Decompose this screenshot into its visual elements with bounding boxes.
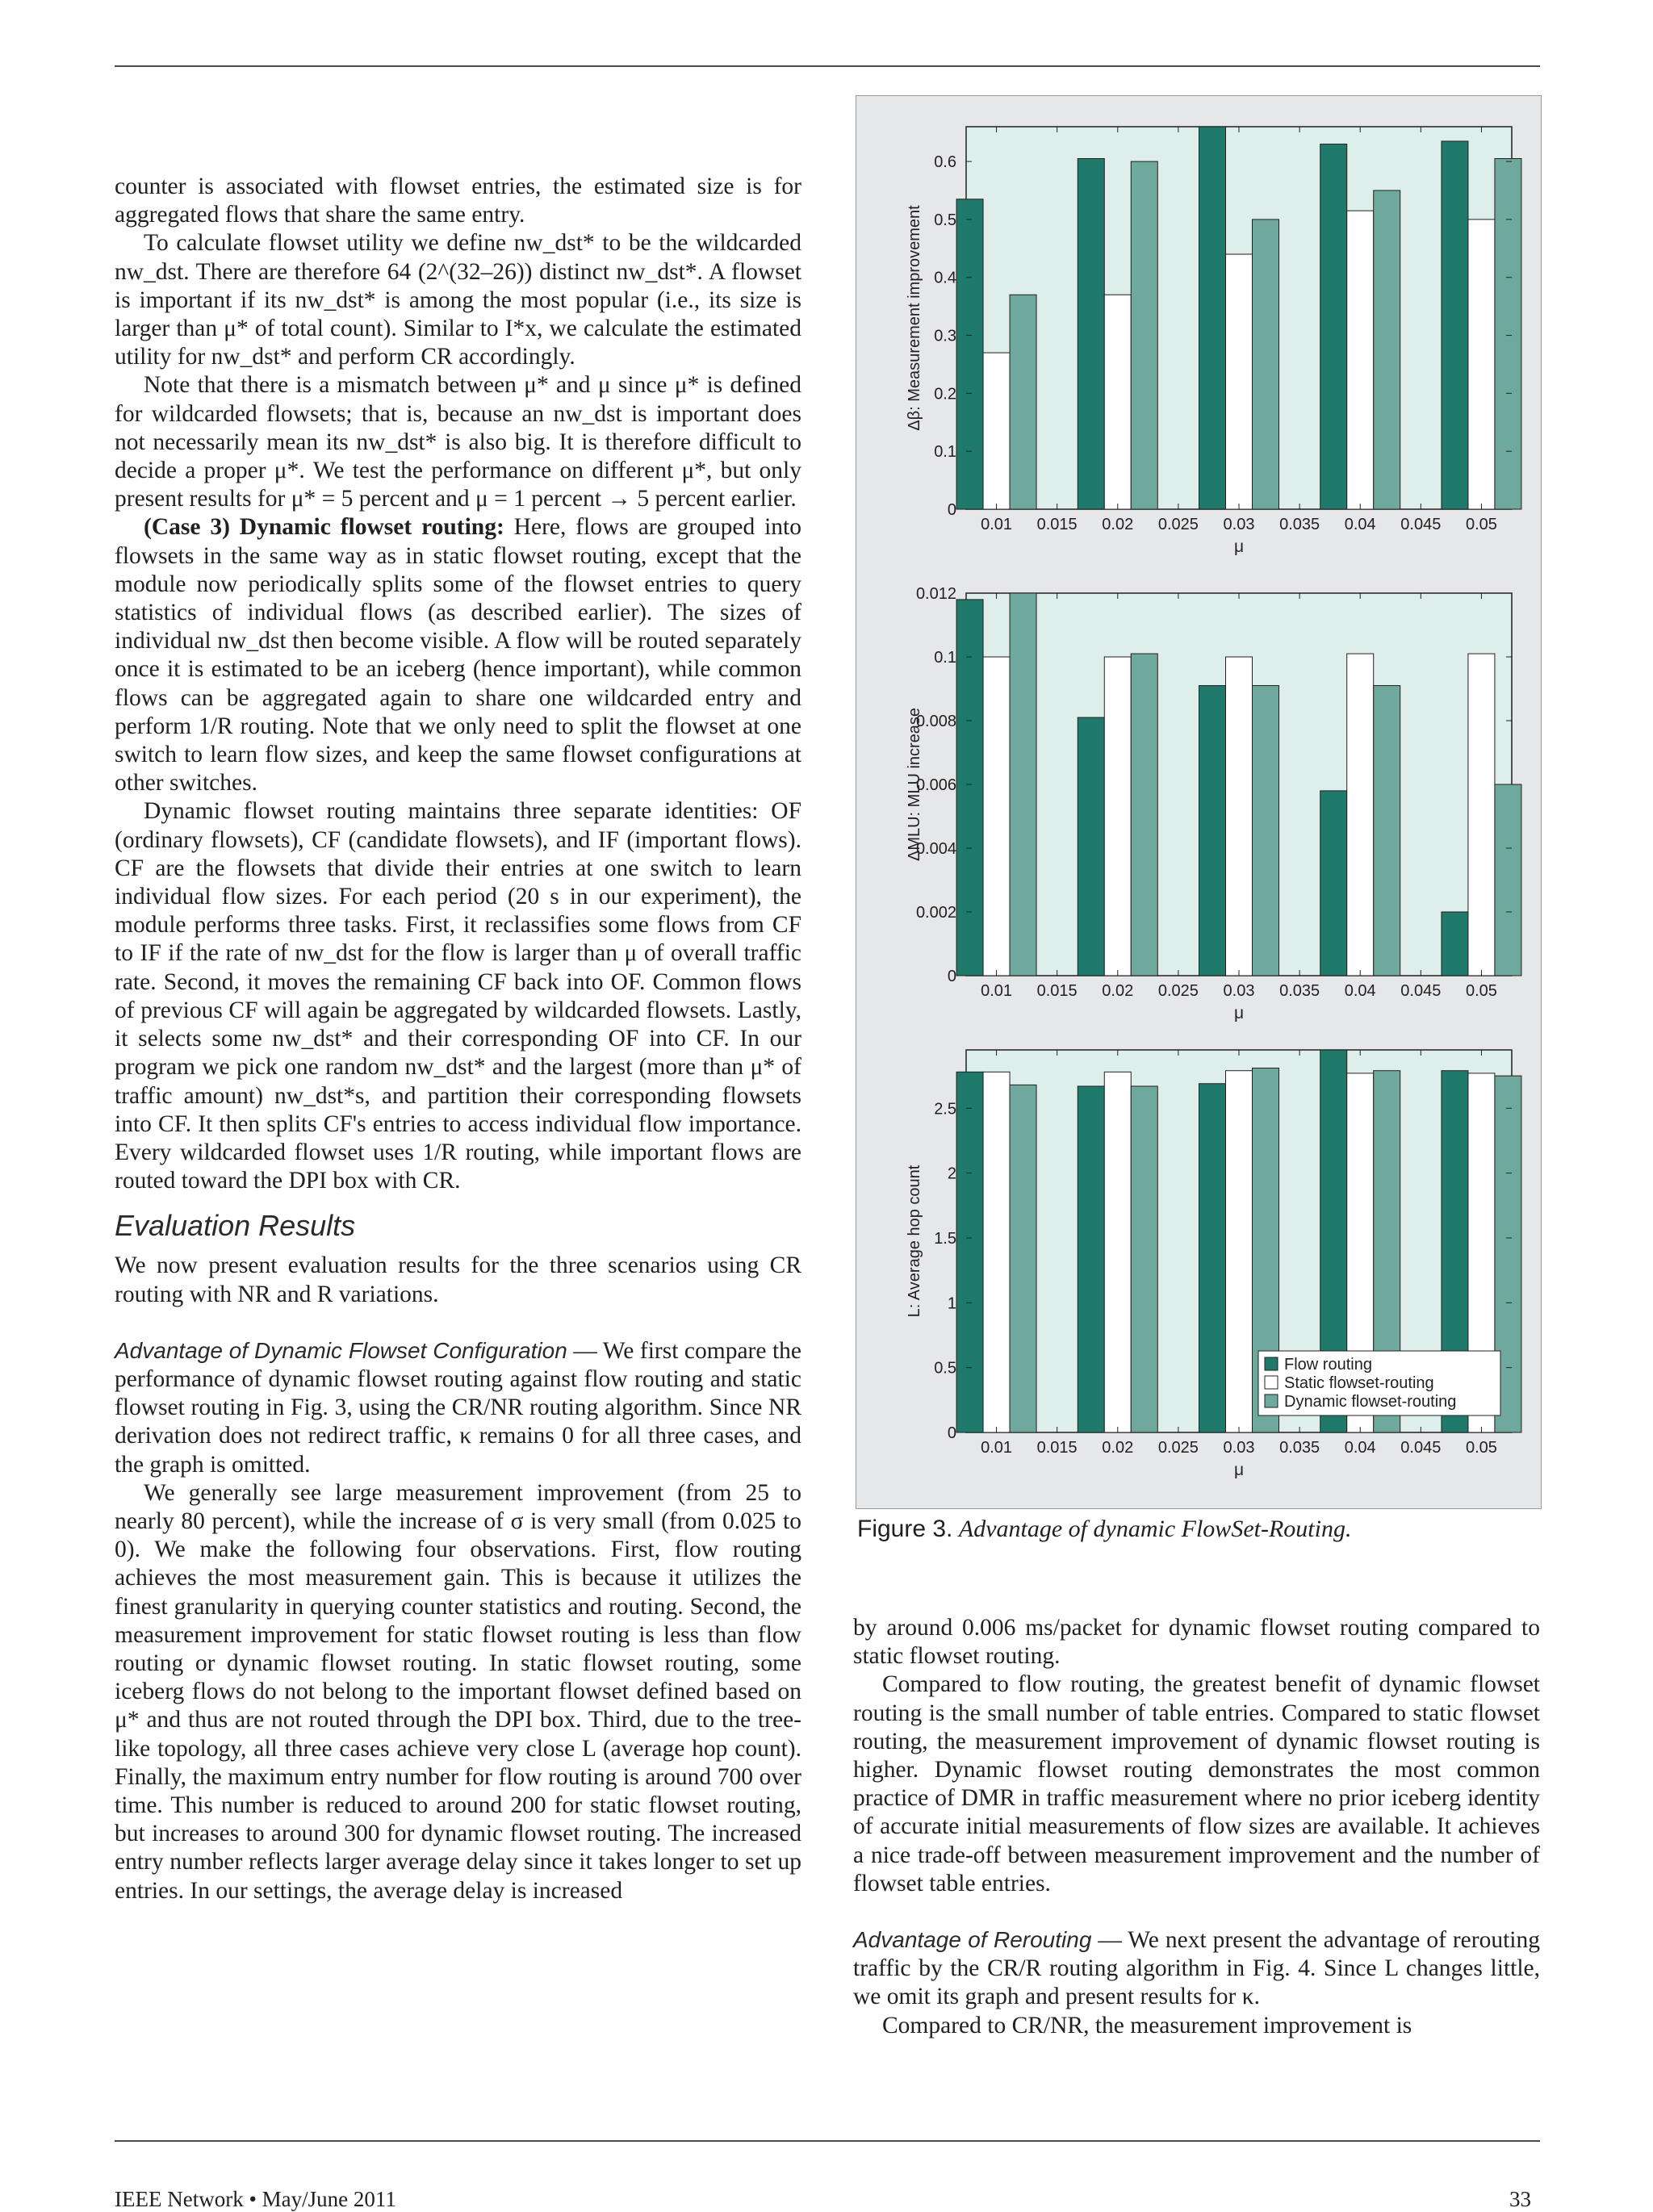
x-tick-label: 0.05 — [1465, 982, 1497, 1000]
bar — [956, 199, 983, 509]
figure-3-charts — [856, 96, 1541, 1508]
x-tick-label: 0.05 — [1465, 516, 1497, 533]
bar — [1078, 717, 1104, 976]
case3-text: Here, flows are grouped into flowsets in the same way as in static flowset routing, except that the module now periodically splits some of the flowset entries to query statistics of individual flows (as described earlier). The sizes of individual nw_dst then become visible. A flow will be routed separately once it is estimated to be an iceberg (hence important), while common flows can be aggregated again to share one wildcarded entry and perform 1/R routing. Note that we only need to split the flowset at one switch to learn flow sizes, and keep the same flowset configurations at other switches. — [115, 514, 801, 797]
y-tick-label: 1 — [947, 1294, 956, 1313]
bar — [1374, 686, 1400, 976]
x-tick-label: 0.01 — [981, 982, 1013, 1000]
bar — [1374, 190, 1400, 509]
y-axis-title: ΔMLU: MLU increase — [906, 707, 923, 862]
bar — [983, 657, 1010, 976]
legend-swatch — [1265, 1357, 1278, 1370]
y-tick-label: 0.5 — [934, 211, 956, 229]
bar — [1495, 159, 1521, 510]
x-tick-label: 0.02 — [1102, 982, 1134, 1000]
page-number: 33 — [1509, 2187, 1531, 2211]
x-tick-label: 0.015 — [1036, 1439, 1078, 1457]
legend-label: Static flowset-routing — [1284, 1374, 1434, 1392]
bar — [1226, 657, 1253, 976]
section-heading: Evaluation Results — [115, 1209, 356, 1243]
y-tick-label: 0.6 — [934, 153, 956, 172]
y-tick-label: 0 — [947, 1424, 956, 1442]
y-tick-label: 0 — [947, 501, 956, 519]
figure-caption — [857, 1516, 1351, 1543]
bar — [1320, 144, 1347, 509]
bar — [1468, 654, 1495, 976]
y-tick-label: 0.1 — [934, 443, 956, 462]
bar — [1010, 593, 1036, 976]
bar — [1253, 686, 1279, 976]
bar — [1199, 1084, 1226, 1432]
bar — [1347, 211, 1374, 509]
y-tick-label: 0.5 — [934, 1359, 956, 1378]
x-tick-label: 0.04 — [1344, 1439, 1376, 1457]
y-tick-label: 0.1 — [934, 649, 956, 667]
y-tick-label: 2.5 — [934, 1100, 956, 1119]
y-tick-label: 0.002 — [915, 904, 956, 922]
bar — [1104, 295, 1131, 509]
bar — [983, 1072, 1010, 1432]
runin-text: — We first compare the performance of dynamic flowset routing against flow routing and static flowset routing in Fig. 3, using the CR/NR routing algorithm. Since NR derivation does not redirect traffic, κ remains 0 for all three cases, and the graph is omitted. — [115, 1337, 802, 1478]
right-paragraph: by around 0.006 ms/packet for dynamic flowset routing compared to static flowset routing. — [853, 1615, 1540, 1670]
bar — [1320, 791, 1347, 976]
left-column — [115, 173, 801, 1905]
y-tick-label: 1.5 — [934, 1229, 956, 1248]
bar — [956, 1072, 983, 1432]
bar — [1199, 686, 1226, 976]
left-paragraph: To calculate flowset utility we define nw_dst* to be the wildcarded nw_dst. There are therefore 64 (2^(32–26)) distinct nw_dst*. A flowset is important if its nw_dst* is among the most popular (i.e., its size is larger than μ* of total count). Similar to I*x, we calculate the estimated utility for nw_dst* and perform CR accordingly. — [115, 230, 801, 370]
left-paragraph: Dynamic flowset routing maintains three separate identities: OF (ordinary flowsets), CF (candidate flowsets), and IF (important flows). CF are the flowsets that divide their entries at one switch to learn individual flow sizes. For each period (20 s in our experiment), the module performs three tasks. First, it reclassifies some flows from CF to IF if the rate of nw_dst for the flow is larger than μ of overall traffic rate. Second, it moves the remaining CF back into OF. Common flows of previous CF will again be aggregated by wildcarded flowsets. Lastly, it selects some nw_dst* and their corresponding OF into CF. In our program we pick one random nw_dst* and the largest (more than μ* of traffic amount) nw_dst*s, and partition their corresponding flowsets into CF. It then splits CF's entries to access individual flow importance. Every wildcarded flowset uses 1/R routing, while important flows are routed toward the DPI box with CR. — [115, 798, 801, 1194]
left-paragraph: We generally see large measurement improvement (from 25 to nearly 80 percent), while the increase of σ is very small (from 0.025 to 0). We make the following four observations. First, flow routing achieves the most measurement gain. This is because it utilizes the finest granularity in querying counter statistics and routing. Second, the measurement improvement for static flowset routing is less than flow routing or dynamic flowset routing. In static flowset routing, some iceberg flows do not belong to the important flowset defined based on μ* and thus are not routed through the DPI box. Third, due to the tree-like topology, all three cases achieve very close L (average hop count). Finally, the maximum entry number for flow routing is around 700 over time. This number is reduced to around 200 for static flowset routing, but increases to around 300 for dynamic flowset routing. The increased entry number reflects larger average delay since it takes longer to set up entries. In our settings, the average delay is increased — [115, 1479, 801, 1904]
bar — [1253, 220, 1279, 509]
x-tick-label: 0.03 — [1223, 982, 1255, 1000]
footer-journal: IEEE Network • May/June 2011 — [115, 2187, 396, 2211]
left-paragraph: Note that there is a mismatch between μ* and μ since μ* is defined for wildcarded flowsets; that is, because an nw_dst is important does not necessarily mean its nw_dst* is also big. It is therefore difficult to decide a proper μ*. We test the performance on different μ*, but only present results for μ* = 5 percent and μ = 1 percent → 5 percent earlier. — [115, 372, 801, 512]
y-tick-label: 0.004 — [915, 840, 956, 858]
y-tick-label: 0 — [947, 968, 956, 985]
legend-swatch — [1265, 1395, 1278, 1407]
y-tick-label: 0.3 — [934, 327, 956, 345]
x-tick-label: 0.01 — [981, 516, 1013, 533]
bar — [1468, 220, 1495, 509]
bar — [1442, 141, 1468, 509]
bar — [1226, 254, 1253, 509]
x-tick-label: 0.035 — [1279, 982, 1320, 1000]
left-paragraph: counter is associated with flowset entries, the estimated size is for aggregated flows that share the same entry. — [115, 174, 801, 228]
bar — [1104, 1072, 1131, 1432]
bar — [1226, 1071, 1253, 1432]
y-tick-label: 0.006 — [915, 776, 956, 794]
bar — [1495, 784, 1521, 976]
bar — [1131, 1086, 1157, 1432]
runin-text: — We next present the advantage of rerouting traffic by the CR/R routing algorithm in Fig. 4. Since L changes little, we omit its graph and present results for κ. — [853, 1927, 1540, 2010]
left-paragraph — [115, 1336, 801, 1479]
x-tick-label: 0.02 — [1102, 1439, 1134, 1457]
bar — [1010, 295, 1036, 509]
figure-3 — [856, 95, 1542, 1509]
bar — [1131, 654, 1157, 976]
y-tick-label: 0.012 — [915, 585, 956, 603]
right-paragraph — [853, 1926, 1540, 2012]
runin-heading: Advantage of Dynamic Flowset Configuration — [115, 1337, 567, 1363]
x-tick-label: 0.04 — [1344, 516, 1376, 533]
caption-label: Figure 3. — [857, 1516, 953, 1542]
bar — [1131, 161, 1157, 509]
bar — [1347, 654, 1374, 976]
bar — [956, 600, 983, 976]
y-tick-label: 0.4 — [934, 269, 956, 287]
x-tick-label: 0.015 — [1036, 516, 1078, 533]
right-column — [853, 1614, 1540, 2040]
x-tick-label: 0.04 — [1344, 982, 1376, 1000]
legend-label: Dynamic flowset-routing — [1284, 1393, 1457, 1411]
legend-label: Flow routing — [1284, 1356, 1372, 1374]
runin-heading: Advantage of Rerouting — [853, 1927, 1092, 1953]
x-tick-label: 0.025 — [1157, 982, 1199, 1000]
caption-text: Advantage of dynamic FlowSet-Routing. — [958, 1516, 1352, 1542]
x-axis-title: μ — [1233, 1004, 1245, 1022]
x-tick-label: 0.03 — [1223, 1439, 1255, 1457]
x-tick-label: 0.02 — [1102, 516, 1134, 533]
y-axis-title: L: Average hop count — [906, 1165, 923, 1318]
x-tick-label: 0.025 — [1157, 1439, 1199, 1457]
left-paragraph: We now present evaluation results for the three scenarios using CR routing with NR and R variations. — [115, 1252, 801, 1307]
x-tick-label: 0.045 — [1400, 516, 1442, 533]
bar — [1010, 1085, 1036, 1432]
x-tick-label: 0.05 — [1465, 1439, 1497, 1457]
bar — [1199, 127, 1226, 509]
bar — [1078, 1086, 1104, 1432]
y-tick-label: 2 — [947, 1165, 956, 1183]
case3-lead: (Case 3) Dynamic flowset routing: — [144, 514, 504, 541]
header-rule — [115, 65, 1540, 67]
legend-swatch — [1265, 1376, 1278, 1389]
x-axis-title: μ — [1233, 1461, 1245, 1479]
bar — [983, 353, 1010, 509]
footer-rule — [115, 2140, 1540, 2142]
bar — [1442, 912, 1468, 976]
y-axis-title: Δβ: Measurement improvement — [906, 205, 923, 431]
x-tick-label: 0.045 — [1400, 982, 1442, 1000]
y-tick-label: 0.008 — [915, 713, 956, 730]
left-paragraph — [115, 513, 801, 797]
x-tick-label: 0.01 — [981, 1439, 1013, 1457]
y-tick-label: 0.2 — [934, 385, 956, 404]
x-tick-label: 0.035 — [1279, 516, 1320, 533]
x-tick-label: 0.015 — [1036, 982, 1078, 1000]
x-tick-label: 0.045 — [1400, 1439, 1442, 1457]
right-paragraph: Compared to flow routing, the greatest benefit of dynamic flowset routing is the small number of table entries. Compared to static flowset routing, the measurement improvement of dynamic flowset routing is higher. Dynamic flowset routing demonstrates the most common practice of DMR in traffic measurement where no prior iceberg identity of accurate initial measurements of flow sizes are available. It achieves a nice trade-off between measurement improvement and the number of flowset table entries. — [853, 1671, 1540, 1896]
x-axis-title: μ — [1233, 537, 1245, 556]
bar — [1078, 159, 1104, 510]
right-paragraph: Compared to CR/NR, the measurement improvement is — [882, 2012, 1412, 2038]
x-tick-label: 0.03 — [1223, 516, 1255, 533]
x-tick-label: 0.035 — [1279, 1439, 1320, 1457]
x-tick-label: 0.025 — [1157, 516, 1199, 533]
bar — [1104, 657, 1131, 976]
